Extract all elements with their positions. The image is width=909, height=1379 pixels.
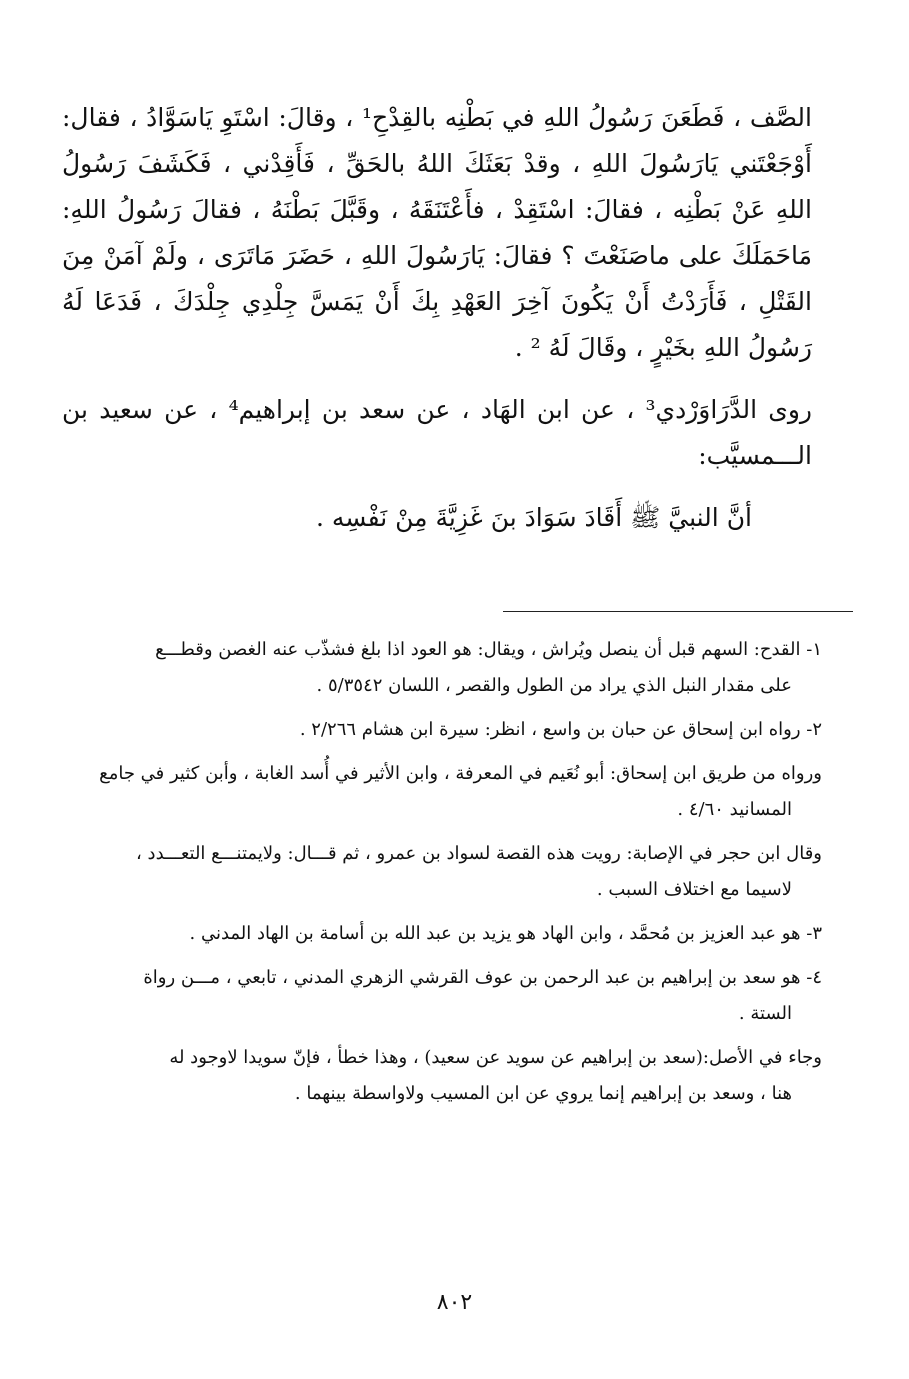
footnote-1-cont: على مقدار النبل الذي يراد من الطول والقصر ، اللسان ٥/٣٥٤٢ . [316,675,792,696]
footnote-2-ibn-hajar [62,836,822,908]
footnote-2-ibn-hajar-cont: لاسيما مع اختلاف السبب . [596,879,792,900]
footnote-4 [62,960,822,1032]
footnotes [62,632,822,1120]
footnote-3-text: ٣- هو عبد العزيز بن مُحمَّد ، وابن الهاد هو يزيد بن عبد الله بن أسامة بن الهاد المدني . [189,923,822,944]
footnote-4-text: ٤- هو سعد بن إبراهيم بن عبد الرحمن بن عوف القرشي الزهري المدني ، تابعي ، مـــن رواة [143,967,822,988]
footnote-3 [62,916,822,952]
footnote-1 [62,632,822,704]
footnote-2-ibn-hajar-text: وقال ابن حجر في الإصابة: رويت هذه القصة لسواد بن عمرو ، ثم قـــال: ولايمتنـــع التعـــدد ، [136,843,822,864]
page-number: ٨٠٢ [436,1290,473,1315]
main-paragraph-1: الصَّف ، فَطَعَنَ رَسُولُ اللهِ في بَطْنِه بالقِدْحِ¹ ، وقالَ: اسْتَوِ يَاسَوَّادُ ، فقال: أَوْجَعْتَني يَارَسُولَ اللهِ ، وقدْ بَعَثَكَ اللهُ بالحَقِّ ، فَأَقِدْني ، فَكَشَفَ رَسُولُ اللهِ عَنْ بَطْنِه ، فقالَ: اسْتَقِدْ ، فأَعْتَنَقَهُ ، وقَبَّلَ بَطْنَهُ ، فقالَ رَسُولُ اللهِ: مَاحَمَلَكَ على ماصَنَعْتَ ؟ فقالَ: يَارَسُولَ اللهِ ، حَضَرَ مَاتَرَى ، ولَمْ آمَنْ مِنَ القَتْلِ ، فَأَرَدْتُ أَنْ يَكُونَ آخِرَ العَهْدِ بِكَ أَنْ يَمَسَّ جِلْدِي جِلْدَكَ ، فَدَعَا لَهُ رَسُولُ اللهِ بخَيْرٍ ، وقَالَ لَهُ ² . [62,103,812,362]
footnote-4-extra-text: وجاء في الأصل:(سعد بن إبراهيم عن سويد عن سعيد) ، وهذا خطأ ، فإنّ سويدا لاوجود له [169,1047,822,1068]
main-text [62,95,812,541]
footnote-2-extra [62,756,822,828]
footnote-2-extra-text: ورواه من طريق ابن إسحاق: أبو نُعَيم في المعرفة ، وابن الأثير في أُسد الغابة ، وأبن كثير في جامع [99,763,822,784]
footnote-4-extra [62,1040,822,1112]
footnote-2-text: ٢- رواه ابن إسحاق عن حبان بن واسع ، انظر: سيرة ابن هشام ٢/٢٦٦ . [299,719,822,740]
footnote-2 [62,712,822,748]
footnote-2-extra-cont: المسانيد ٤/٦٠ . [677,799,792,820]
footnote-4-extra-cont: هنا ، وسعد بن إبراهيم إنما يروي عن ابن المسيب ولاواسطة بينهما . [294,1083,792,1104]
footnote-4-cont: الستة . [738,1003,792,1024]
main-paragraph-2: روى الدَّرَاوَرْدي³ ، عن ابن الهَاد ، عن سعد بن إبراهيم⁴ ، عن سعيد بن الـــمسيَّب: [62,395,812,470]
footnote-1-text: ١- القدح: السهم قبل أن ينصل ويُراش ، ويقال: هو العود اذا بلغ فشذّب عنه الغصن وقطـــع [155,639,822,660]
main-paragraph-3: أنَّ النبيَّ ﷺ أَقَادَ سَوَادَ بنَ غَزِيَّةَ مِنْ نَفْسِه . [316,503,752,532]
footnote-separator [503,611,853,612]
